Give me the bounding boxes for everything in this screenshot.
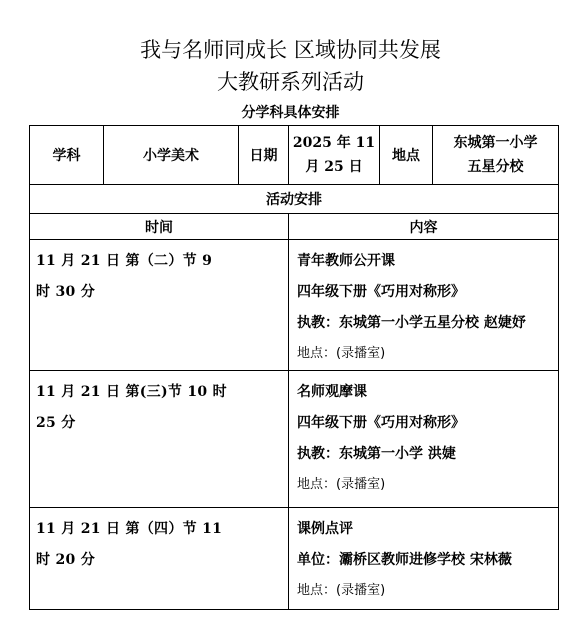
location-value bbox=[433, 126, 559, 185]
session-title: 课例点评 bbox=[297, 521, 353, 537]
session-title: 青年教师公开课 bbox=[297, 253, 395, 269]
column-header-row bbox=[30, 214, 559, 240]
date-value-line2: 月 25 日 bbox=[305, 159, 363, 175]
table-row bbox=[30, 508, 559, 610]
session-time bbox=[30, 240, 289, 371]
table-row bbox=[30, 371, 559, 508]
session-time-line2: 时 30 分 bbox=[36, 284, 96, 300]
session-time bbox=[30, 508, 289, 610]
session-content bbox=[289, 371, 559, 508]
date-value bbox=[289, 126, 380, 185]
date-value-line1: 2025 年 11 bbox=[292, 135, 376, 151]
session-time-line2: 时 20 分 bbox=[36, 552, 96, 568]
session-lesson: 四年级下册《巧用对称形》 bbox=[297, 415, 465, 431]
session-title: 名师观摩课 bbox=[297, 384, 367, 400]
column-header-content: 内容 bbox=[289, 214, 559, 240]
section-header-row bbox=[30, 185, 559, 214]
session-content bbox=[289, 240, 559, 371]
date-label: 日期 bbox=[239, 126, 289, 185]
session-teacher: 执教：东城第一小学五星分校 赵婕妤 bbox=[297, 315, 526, 331]
session-unit: 单位：灞桥区教师进修学校 宋林薇 bbox=[297, 552, 512, 568]
page-title: 我与名师同成长 区域协同共发展 bbox=[140, 38, 441, 62]
schedule-table bbox=[29, 125, 559, 610]
session-lesson: 四年级下册《巧用对称形》 bbox=[297, 284, 465, 300]
section-header: 活动安排 bbox=[30, 185, 559, 214]
session-time-line1: 11 月 21 日 第（二）节 9 bbox=[36, 253, 213, 269]
session-time-line1: 11 月 21 日 第(三)节 10 时 bbox=[36, 384, 227, 400]
column-header-time: 时间 bbox=[30, 214, 289, 240]
page-subtitle: 分学科具体安排 bbox=[241, 105, 340, 121]
location-value-line1: 东城第一小学 bbox=[453, 135, 538, 151]
table-row bbox=[30, 240, 559, 371]
info-row bbox=[30, 126, 559, 185]
subject-value: 小学美术 bbox=[104, 126, 239, 185]
session-time bbox=[30, 371, 289, 508]
session-location: 地点：(录播室) bbox=[297, 477, 386, 492]
subject-label: 学科 bbox=[30, 126, 104, 185]
session-location: 地点：(录播室) bbox=[297, 583, 386, 598]
session-content bbox=[289, 508, 559, 610]
session-teacher: 执教：东城第一小学 洪婕 bbox=[297, 446, 456, 462]
session-location: 地点：(录播室) bbox=[297, 346, 386, 361]
location-label: 地点 bbox=[380, 126, 433, 185]
page-title-line2: 大教研系列活动 bbox=[217, 70, 364, 94]
session-time-line1: 11 月 21 日 第（四）节 11 bbox=[36, 521, 223, 537]
session-time-line2: 25 分 bbox=[36, 415, 76, 431]
location-value-line2: 五星分校 bbox=[467, 159, 524, 175]
